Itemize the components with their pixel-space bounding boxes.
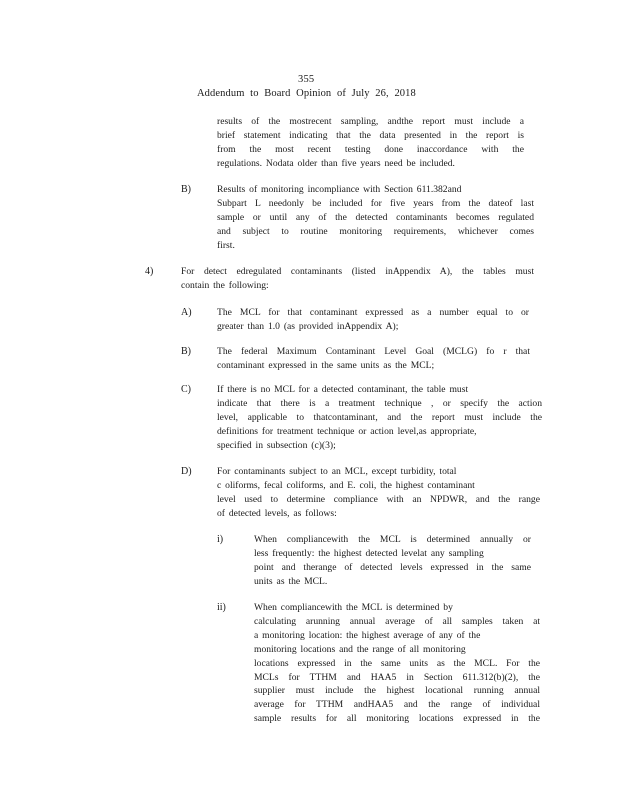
text-line: point and therange of detected levels expressed in the same (254, 561, 531, 573)
text-line: MCLs for TTHM and HAA5 in Section 611.312(b)(2), the (254, 671, 540, 683)
header-title: Addendum to Board Opinion of July 26, 2018 (197, 88, 416, 99)
text-line: greater than 1.0 (as provided inAppendix A); (217, 320, 399, 332)
text-line: results of the mostrecent sampling, andthe report must include a (217, 116, 524, 127)
text-line: specified in subsection (c)(3); (217, 439, 336, 451)
text-line: average for TTHM andHAA5 and the range of individual (254, 699, 540, 711)
text-line: definitions for treatment technique or action level,as appropriate, (217, 425, 477, 437)
item-label-4d-i: i) (217, 534, 224, 545)
text-line: When compliancewith the MCL is determined annually or (254, 534, 531, 545)
text-line: When compliancewith the MCL is determined by (254, 602, 453, 613)
text-line: first. (217, 239, 235, 251)
text-line: units as the MCL. (254, 575, 328, 587)
text-line: brief statement indicating that the data presented in the report is (217, 129, 524, 141)
text-line: If there is no MCL for a detected contaminant, the table must (217, 384, 469, 395)
page-number: 355 (298, 74, 315, 85)
text-line: c oliforms, fecal coliforms, and E. coli, the highest contaminant (217, 479, 475, 491)
text-line: less frequently: the highest detected levelat any sampling (254, 547, 484, 559)
item-label-4a: A) (181, 307, 192, 318)
text-line: The MCL for that contaminant expressed as a number equal to or (217, 307, 529, 318)
text-line: sample or until any of the detected contaminants becomes regulated (217, 211, 534, 223)
item-4d-paragraph (217, 465, 540, 521)
text-line: monitoring locations and the range of all monitoring (254, 643, 466, 655)
text-line: For contaminants subject to an MCL, except turbidity, total (217, 466, 457, 477)
text-line: a monitoring location: the highest average of any of the (254, 629, 481, 641)
text-line: of detected levels, as follows: (217, 507, 337, 519)
text-line: level, applicable to thatcontaminant, and the report must include the (217, 411, 542, 423)
text-line: indicate that there is a treatment technique , or specify the action (217, 397, 542, 409)
text-line: calculating arunning annual average of all samples taken at (254, 615, 540, 627)
item-label-4: 4) (145, 266, 154, 277)
text-line: level used to determine compliance with an NPDWR, and the range (217, 493, 540, 505)
item-4a-paragraph (217, 306, 529, 334)
text-line: from the most recent testing done inaccordance with the (217, 143, 524, 155)
item-4d-ii-paragraph (254, 601, 540, 726)
item-label-4b: B) (181, 346, 191, 357)
text-line: Subpart L needonly be included for five years from the dateof last (217, 197, 534, 209)
item-label-4c: C) (181, 384, 191, 395)
item-label-3b: B) (181, 184, 191, 195)
text-line: supplier must include the highest locational running annual (254, 685, 540, 697)
text-line: Results of monitoring incompliance with Section 611.382and (217, 184, 462, 195)
item-4b-paragraph (217, 345, 530, 373)
text-line: regulations. Nodata older than five years need be included. (217, 157, 455, 169)
text-line: contain the following: (181, 279, 269, 291)
text-line: The federal Maximum Contaminant Level Goal (MCLG) fo r that (217, 346, 530, 357)
text-line: contaminant expressed in the same units as the MCL; (217, 359, 435, 371)
continuation-paragraph (217, 115, 524, 171)
text-line: and subject to routine monitoring requirements, whichever comes (217, 225, 534, 237)
item-4-paragraph (181, 265, 534, 293)
text-line: For detect edregulated contaminants (listed inAppendix A), the tables must (181, 266, 534, 277)
item-4c-paragraph (217, 383, 542, 453)
item-3b-paragraph (217, 183, 534, 253)
text-line: sample results for all monitoring locations expressed in the (254, 713, 540, 725)
item-label-4d: D) (181, 466, 192, 477)
text-line: locations expressed in the same units as the MCL. For the (254, 657, 540, 669)
item-4d-i-paragraph (254, 533, 531, 589)
item-label-4d-ii: ii) (217, 602, 226, 613)
